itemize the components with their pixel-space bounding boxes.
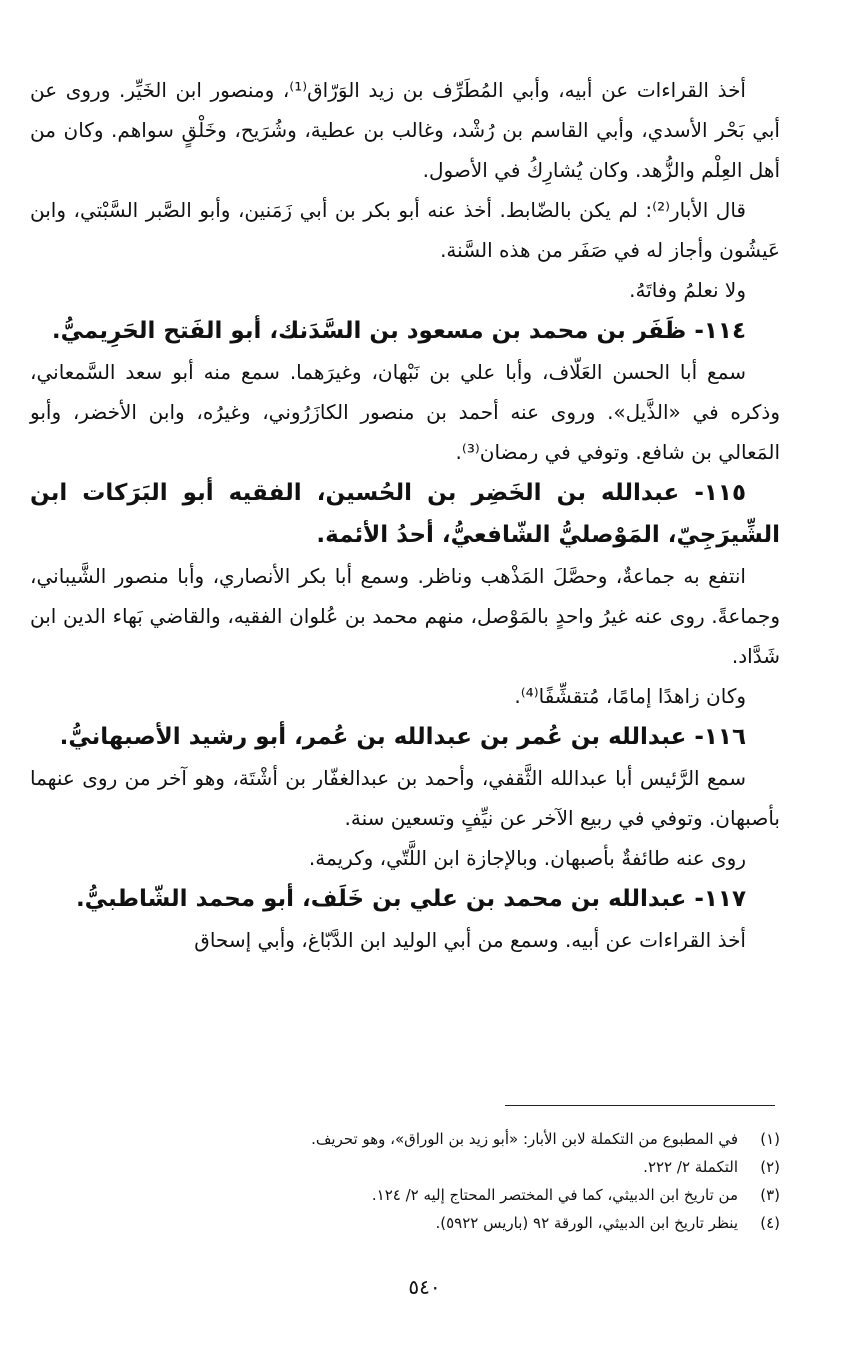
footnote-number: (٤) [760,1214,780,1232]
entry-title-115: ١١٥- عبدالله بن الخَضِر بن الحُسين، الفقيه أبو البَرَكات ابن الشِّيرَجِيّ، المَوْصليُّ الشّافعيُّ، أحدُ الأئمة. [30,480,780,548]
footnote-separator [505,1105,775,1106]
page-number: ٥٤٠ [408,1275,441,1299]
paragraph: انتفع به جماعةٌ، وحصَّلَ المَذْهب وناظر. وسمع أبا بكر الأنصاري، وأبا منصور الشَّيباني، وجماعةً. روى عنه غيرُ واحدٍ بالمَوْصل، منهم محمد بن عُلوان الفقيه، والقاضي بَهاء الدين ابن شَدَّاد. [30,564,780,668]
entry-title-114: ١١٤- ظَفَر بن محمد بن مسعود بن السَّدَنك، أبو الفَتح الحَرِيميُّ. [51,318,746,344]
paragraph: سمع الرَّئيس أبا عبدالله الثَّقفي، وأحمد بن عبدالغفّار بن أشْتَة، وهو آخر من روى عنهما بأصبهان. وتوفي في ربيع الآخر عن نيِّفٍ وتسعين سنة. [30,766,780,830]
footnote-text: في المطبوع من التكملة لابن الأبار: «أبو زيد بن الوراق»، وهو تحريف. [311,1130,738,1148]
entry-title-116: ١١٦- عبدالله بن عُمر بن عبدالله بن عُمر، أبو رشيد الأصبهانيُّ. [59,724,746,750]
footnote [40,1153,780,1181]
main-text [30,70,780,960]
footnote-text: ينظر تاريخ ابن الدبيثي، الورقة ٩٢ (باريس ٥٩٢٢). [435,1214,738,1232]
paragraph: قال الأبار⁽²⁾: لم يكن بالضّابط. أخذ عنه أبو بكر بن أبي زَمَنين، وأبو الصَّبر السَّبْتي، وابن عَيشُون وأجاز له في صَفَر من هذه السَّنة. [30,198,780,262]
paragraph: أخذ القراءات عن أبيه، وأبي المُطَرِّف بن زيد الوَرّاق⁽¹⁾، ومنصور ابن الخَيِّر. وروى عن أبي بَحْر الأسدي، وأبي القاسم بن رُشْد، وغالب بن عطية، وشُرَيح، وخَلْقٍ سواهم. وكان من أهل العِلْم والزُّهد. وكان يُشارِكُ في الأصول. [30,78,780,182]
footnote-text: التكملة ٢/ ٢٢٢. [643,1158,738,1176]
footnote [40,1125,780,1153]
footnote [40,1209,780,1237]
footnote-text: من تاريخ ابن الدبيثي، كما في المختصر المحتاج إليه ٢/ ١٢٤. [371,1186,738,1204]
paragraph: وكان زاهدًا إمامًا، مُتقشِّفًا⁽⁴⁾. [514,684,746,708]
paragraph: سمع أبا الحسن العَلّاف، وأبا علي بن نَبْهان، وغيرَهما. سمع منه أبو سعد السَّمعاني، وذكره في «الذَّيل». وروى عنه أحمد بن منصور الكازَرُوني، وغيرُه، وابن الأخضر، وأبو المَعالي بن شافع. وتوفي في رمضان⁽³⁾. [30,360,780,464]
footnote-number: (٢) [760,1158,780,1176]
footnote-number: (١) [760,1130,780,1148]
paragraph: روى عنه طائفةٌ بأصبهان. وبالإجازة ابن اللَّتّي، وكريمة. [308,846,746,870]
entry-title-117: ١١٧- عبدالله بن محمد بن علي بن خَلَف، أبو محمد الشّاطبيُّ. [75,886,746,912]
footnotes [40,1125,780,1237]
footnote-number: (٣) [760,1186,780,1204]
footnote [40,1181,780,1209]
paragraph: ولا نعلمُ وفاتَهُ. [629,278,746,302]
paragraph: أخذ القراءات عن أبيه. وسمع من أبي الوليد ابن الدَّبّاغ، وأبي إسحاق [194,928,746,952]
